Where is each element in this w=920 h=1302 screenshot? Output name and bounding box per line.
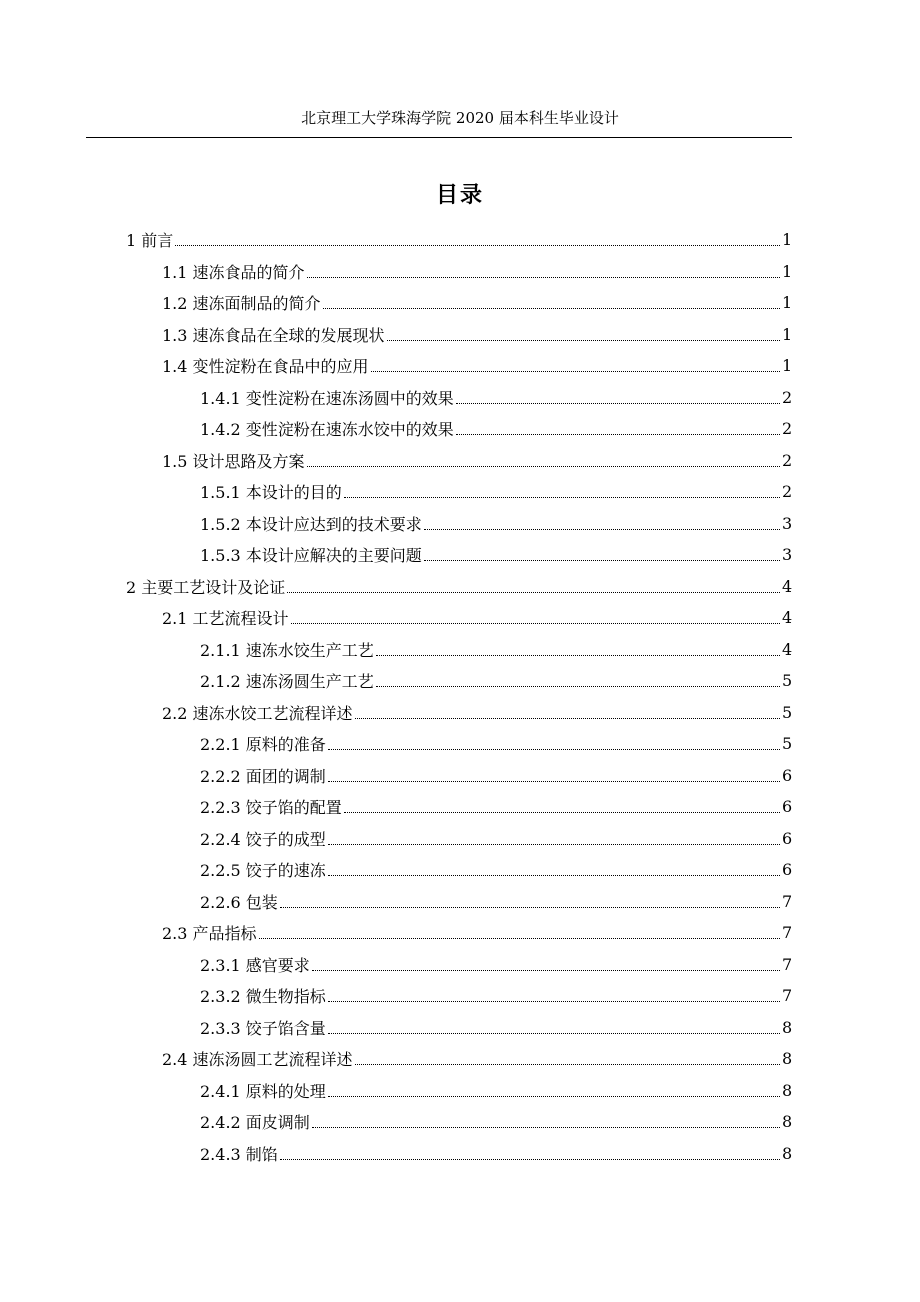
- toc-entry-page-number: 3: [782, 545, 793, 565]
- toc-entry[interactable]: [0, 539, 920, 571]
- dot-leader: [280, 907, 780, 908]
- toc-entry-page-number: 8: [782, 1017, 793, 1037]
- toc-entry-label: 1.5 设计思路及方案: [162, 451, 305, 471]
- toc-entry-label: 2.3.2 微生物指标: [200, 987, 326, 1007]
- toc-entry-page-number: 1: [782, 261, 793, 281]
- toc-entry-label: 1.5.3 本设计应解决的主要问题: [200, 546, 422, 566]
- toc-entry[interactable]: [0, 728, 920, 760]
- dot-leader: [291, 623, 780, 624]
- dot-leader: [344, 497, 780, 498]
- toc-entry-label: 2.1 工艺流程设计: [162, 609, 289, 629]
- toc-entry[interactable]: [0, 445, 920, 477]
- toc-entry[interactable]: [0, 382, 920, 414]
- toc-entry-page-number: 6: [782, 828, 793, 848]
- toc-entry[interactable]: [0, 476, 920, 508]
- dot-leader: [328, 749, 780, 750]
- toc-entry[interactable]: [0, 1075, 920, 1107]
- toc-entry[interactable]: [0, 350, 920, 382]
- dot-leader: [376, 686, 780, 687]
- toc-entry-page-number: 7: [782, 954, 793, 974]
- toc-entry[interactable]: [0, 571, 920, 603]
- toc-entry-page-number: 8: [782, 1143, 793, 1163]
- toc-entry[interactable]: [0, 854, 920, 886]
- dot-leader: [312, 1127, 780, 1128]
- dot-leader: [280, 1159, 780, 1160]
- toc-entry[interactable]: [0, 980, 920, 1012]
- dot-leader: [307, 466, 780, 467]
- toc-entry[interactable]: [0, 886, 920, 918]
- dot-leader: [328, 1096, 780, 1097]
- toc-entry-page-number: 2: [782, 419, 793, 439]
- toc-entry-label: 1.5.1 本设计的目的: [200, 483, 342, 503]
- toc-entry-label: 1.4.2 变性淀粉在速冻水饺中的效果: [200, 420, 454, 440]
- toc-entry-label: 1.4 变性淀粉在食品中的应用: [162, 357, 369, 377]
- dot-leader: [307, 277, 780, 278]
- dot-leader: [328, 844, 780, 845]
- toc-entry-page-number: 2: [782, 450, 793, 470]
- dot-leader: [312, 970, 780, 971]
- dot-leader: [328, 781, 780, 782]
- toc-entry[interactable]: [0, 949, 920, 981]
- toc-entry[interactable]: [0, 256, 920, 288]
- toc-entry-label: 2.4.2 面皮调制: [200, 1113, 310, 1133]
- dot-leader: [456, 403, 780, 404]
- toc-entry-label: 2.2.5 饺子的速冻: [200, 861, 326, 881]
- toc-entry-page-number: 1: [782, 356, 793, 376]
- toc-entry-label: 2 主要工艺设计及论证: [126, 577, 286, 597]
- dot-leader: [259, 938, 780, 939]
- toc-entry-page-number: 6: [782, 765, 793, 785]
- toc-entry-label: 2.2.4 饺子的成型: [200, 829, 326, 849]
- dot-leader: [376, 655, 780, 656]
- header-rule: [86, 137, 792, 138]
- dot-leader: [355, 1064, 780, 1065]
- toc-entry-page-number: 6: [782, 860, 793, 880]
- toc-entry-page-number: 3: [782, 513, 793, 533]
- toc-entry[interactable]: [0, 508, 920, 540]
- toc-entry-page-number: 8: [782, 1080, 793, 1100]
- toc-entry-label: 1 前言: [126, 231, 174, 251]
- toc-entry-page-number: 1: [782, 324, 793, 344]
- toc-entry-page-number: 5: [782, 734, 793, 754]
- toc-entry[interactable]: [0, 634, 920, 666]
- dot-leader: [344, 812, 780, 813]
- toc-entry[interactable]: [0, 224, 920, 256]
- toc-entry[interactable]: [0, 917, 920, 949]
- dot-leader: [387, 340, 780, 341]
- toc-entry[interactable]: [0, 413, 920, 445]
- toc-entry-label: 2.2.6 包装: [200, 892, 278, 912]
- toc-entry-label: 2.2.1 原料的准备: [200, 735, 326, 755]
- toc-entry-page-number: 1: [782, 230, 793, 250]
- toc-entry-page-number: 2: [782, 482, 793, 502]
- toc-entry[interactable]: [0, 791, 920, 823]
- toc-entry[interactable]: [0, 665, 920, 697]
- toc-entry[interactable]: [0, 319, 920, 351]
- toc-entry-label: 2.1.1 速冻水饺生产工艺: [200, 640, 374, 660]
- toc-entry-page-number: 2: [782, 387, 793, 407]
- toc-entry[interactable]: [0, 287, 920, 319]
- toc-entry-page-number: 4: [782, 639, 793, 659]
- dot-leader: [328, 1001, 780, 1002]
- toc-entry-page-number: 4: [782, 576, 793, 596]
- dot-leader: [287, 592, 780, 593]
- dot-leader: [424, 529, 780, 530]
- toc-entry-label: 2.2.2 面团的调制: [200, 766, 326, 786]
- dot-leader: [328, 875, 780, 876]
- dot-leader: [355, 718, 780, 719]
- dot-leader: [175, 245, 780, 246]
- dot-leader: [456, 434, 780, 435]
- toc-entry-page-number: 5: [782, 671, 793, 691]
- toc-entry-label: 1.5.2 本设计应达到的技术要求: [200, 514, 422, 534]
- toc-entry-label: 2.4.1 原料的处理: [200, 1081, 326, 1101]
- toc-entry-label: 2.1.2 速冻汤圆生产工艺: [200, 672, 374, 692]
- toc-entry-page-number: 5: [782, 702, 793, 722]
- toc-entry-label: 1.3 速冻食品在全球的发展现状: [162, 325, 385, 345]
- toc-entry-label: 2.3.1 感官要求: [200, 955, 310, 975]
- toc-entry-label: 1.4.1 变性淀粉在速冻汤圆中的效果: [200, 388, 454, 408]
- toc-entry-page-number: 1: [782, 293, 793, 313]
- toc-entry-page-number: 7: [782, 891, 793, 911]
- toc-entry-page-number: 7: [782, 923, 793, 943]
- toc-entry-label: 2.3 产品指标: [162, 924, 257, 944]
- toc-entry[interactable]: [0, 602, 920, 634]
- toc-entry[interactable]: [0, 1106, 920, 1138]
- toc-entry[interactable]: [0, 697, 920, 729]
- page-header: 北京理工大学珠海学院 2020 届本科生毕业设计: [301, 109, 619, 127]
- toc-entry-label: 2.4 速冻汤圆工艺流程详述: [162, 1050, 353, 1070]
- toc-entry[interactable]: [0, 760, 920, 792]
- toc-entry-page-number: 6: [782, 797, 793, 817]
- dot-leader: [371, 371, 780, 372]
- dot-leader: [323, 308, 780, 309]
- toc-entry-label: 2.2 速冻水饺工艺流程详述: [162, 703, 353, 723]
- dot-leader: [424, 560, 780, 561]
- dot-leader: [328, 1033, 780, 1034]
- table-of-contents: [0, 224, 920, 1169]
- toc-entry-page-number: 8: [782, 1112, 793, 1132]
- toc-entry-label: 1.1 速冻食品的简介: [162, 262, 305, 282]
- toc-entry-page-number: 7: [782, 986, 793, 1006]
- toc-entry-label: 2.3.3 饺子馅含量: [200, 1018, 326, 1038]
- toc-entry[interactable]: [0, 1012, 920, 1044]
- toc-entry[interactable]: [0, 1138, 920, 1170]
- toc-entry-label: 2.2.3 饺子馅的配置: [200, 798, 342, 818]
- toc-entry-label: 2.4.3 制馅: [200, 1144, 278, 1164]
- toc-title: 目录: [435, 182, 484, 208]
- toc-entry-label: 1.2 速冻面制品的简介: [162, 294, 321, 314]
- toc-entry[interactable]: [0, 823, 920, 855]
- toc-entry-page-number: 8: [782, 1049, 793, 1069]
- toc-entry-page-number: 4: [782, 608, 793, 628]
- toc-entry[interactable]: [0, 1043, 920, 1075]
